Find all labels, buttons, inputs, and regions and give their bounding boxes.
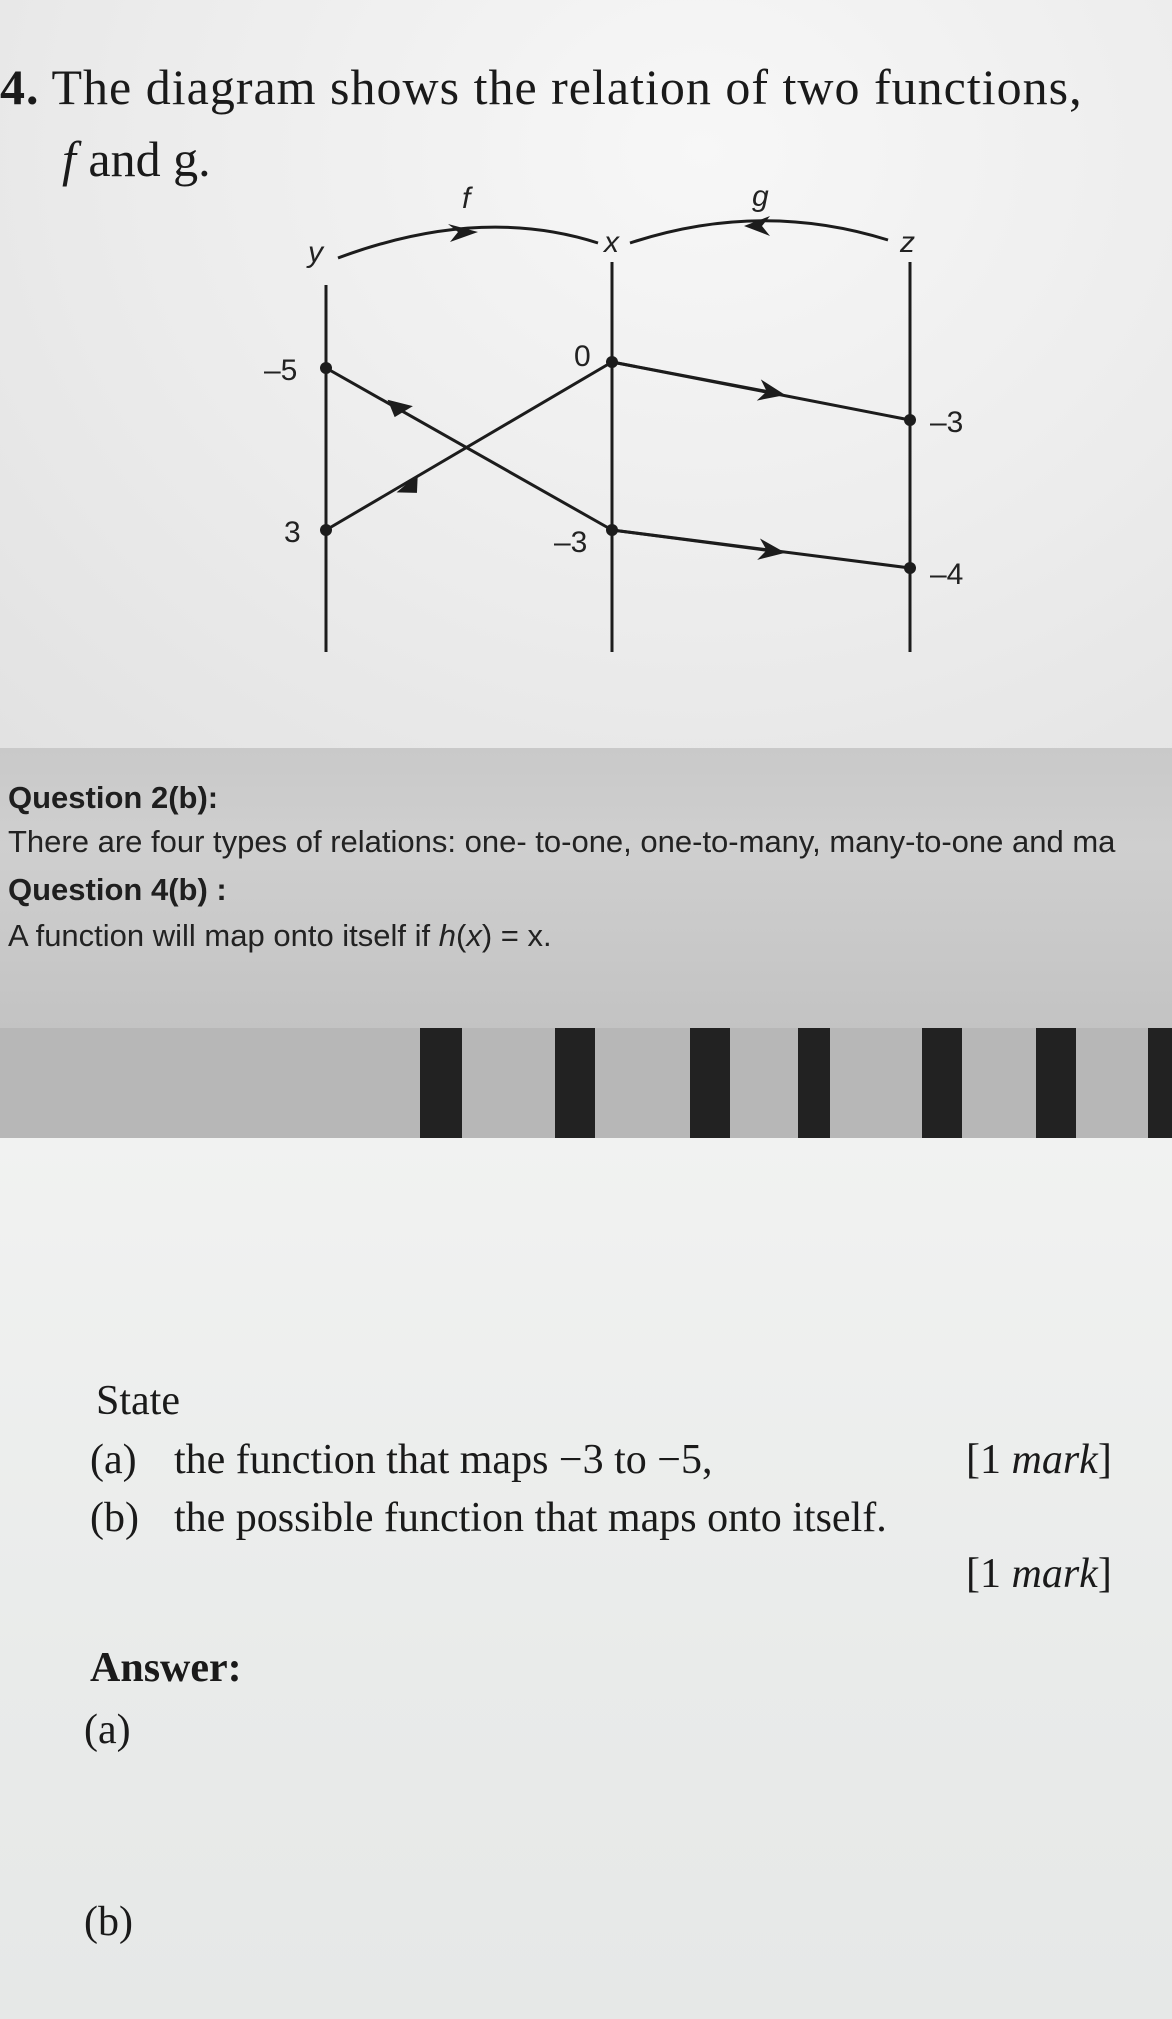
- mark-a-word: mark: [1011, 1437, 1098, 1483]
- question-number: 4.: [0, 59, 40, 115]
- point-z-neg3: [904, 414, 916, 426]
- label-g: g: [752, 180, 769, 213]
- barcode-bar: [1148, 1028, 1172, 1138]
- value-y-3: 3: [284, 516, 301, 549]
- part-b-label: (b): [90, 1495, 139, 1541]
- hint-4b-h: h: [438, 918, 457, 953]
- value-z-neg3: –3: [930, 406, 964, 439]
- hint-text-2b: There are four types of relations: one- to-one, one-to-many, many-to-one and ma: [8, 824, 1116, 859]
- part-a-text: the function that maps −3 to −5,: [174, 1437, 713, 1483]
- label-set-z: z: [900, 226, 915, 259]
- value-z-neg4: –4: [930, 558, 964, 591]
- answer-heading: Answer:: [90, 1645, 242, 1691]
- title-line2-rest: and g.: [75, 131, 211, 187]
- label-set-x: x: [604, 226, 619, 259]
- point-y-neg5: [320, 362, 332, 374]
- point-y-3: [320, 524, 332, 536]
- arrow-head-g: [744, 216, 770, 236]
- question-title-line1: The diagram shows the relation of two functions,: [51, 59, 1083, 115]
- barcode-bar: [1036, 1028, 1076, 1138]
- value-x-neg3: –3: [554, 526, 588, 559]
- hint-panel: [0, 748, 1172, 1028]
- barcode-bar: [690, 1028, 730, 1138]
- label-f: f: [462, 182, 471, 215]
- state-prompt: State: [96, 1378, 180, 1424]
- hint-heading-2b: Question 2(b):: [8, 780, 219, 815]
- barcode-bar: [798, 1028, 830, 1138]
- hint-4b-mid: (: [456, 918, 467, 953]
- mark-b-word: mark: [1011, 1551, 1098, 1597]
- part-a-label: (a): [90, 1437, 137, 1483]
- arrow-head-f-neg5: [385, 400, 413, 420]
- hint-text-4b: [8, 918, 552, 954]
- barcode-bar: [922, 1028, 962, 1138]
- part-b: [90, 1494, 887, 1542]
- mapping-g-neg3-arrow: [612, 530, 780, 552]
- part-a: [90, 1436, 712, 1484]
- hint-4b-after: ) = x.: [481, 918, 552, 953]
- point-z-neg4: [904, 562, 916, 574]
- hint-4b-before: A function will map onto itself if: [8, 918, 439, 953]
- hint-heading-4b: Question 4(b) :: [8, 872, 227, 907]
- barcode-bar: [420, 1028, 462, 1138]
- part-a-marks: [966, 1436, 1112, 1484]
- arrow-head-f-3: [394, 474, 421, 496]
- value-x-0: 0: [574, 340, 591, 373]
- answer-a-label: (a): [84, 1707, 131, 1753]
- mapping-g-0-arrow: [612, 362, 780, 394]
- function-mapping-diagram: [0, 0, 1172, 748]
- page-edge-barcode: [0, 1028, 1172, 1138]
- part-b-text: the possible function that maps onto itself.: [174, 1495, 887, 1541]
- part-b-marks: [966, 1550, 1112, 1598]
- title-function-f: f: [62, 131, 76, 187]
- mark-a-close: ]: [1097, 1437, 1112, 1483]
- value-y-neg5: –5: [264, 354, 298, 387]
- mark-b-open: [1: [966, 1551, 1012, 1597]
- hint-4b-x: x: [466, 918, 482, 953]
- barcode-bar: [555, 1028, 595, 1138]
- mark-b-close: ]: [1097, 1551, 1112, 1597]
- answer-b-label: (b): [84, 1899, 133, 1945]
- label-set-y: y: [308, 236, 323, 269]
- mark-a-open: [1: [966, 1437, 1012, 1483]
- point-x-0: [606, 356, 618, 368]
- point-x-neg3: [606, 524, 618, 536]
